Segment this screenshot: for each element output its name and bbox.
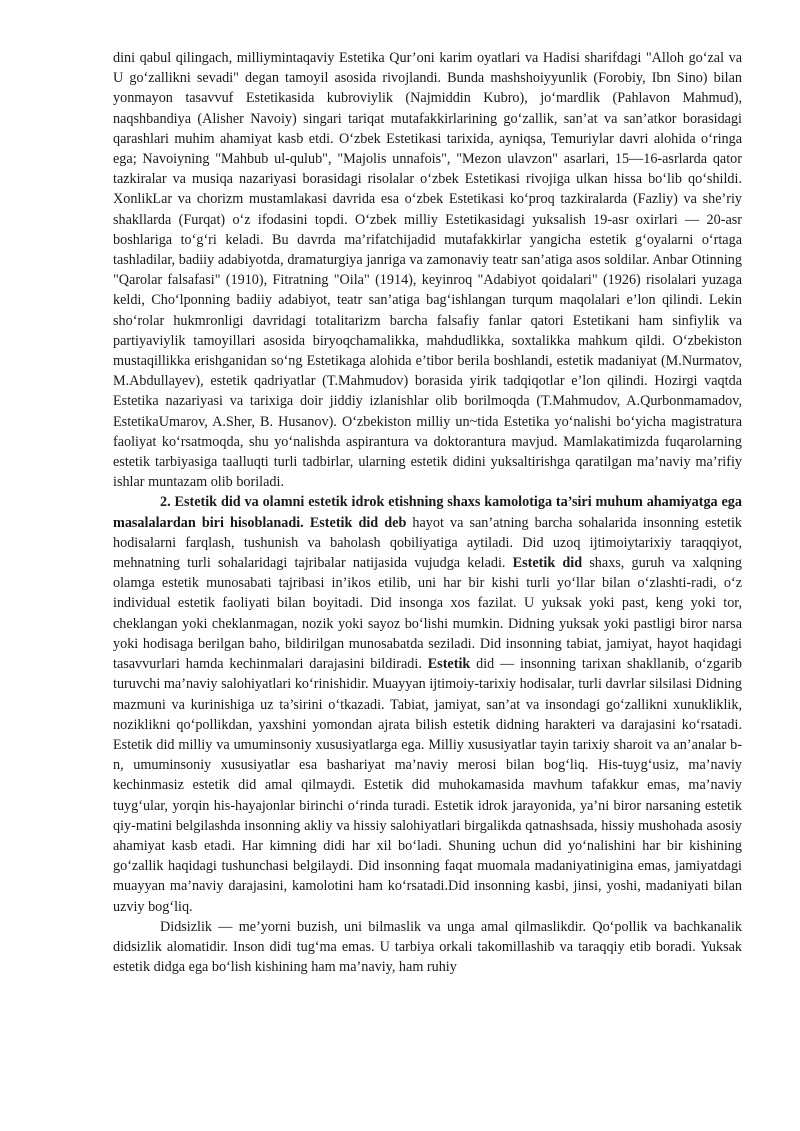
paragraph-aesthetic-taste bbox=[113, 492, 742, 916]
paragraph-text: did — insonning tarixan shakllanib, o‘zgarib turuvchi ma’naviy salohiyatlari ko‘rinishidir. Muayyan ijtimoiy-tarixiy hodisalar, turli davrlar silsilasi Didning mazmuni va kurinishiga uz ta’sirini o‘tkazadi. Tabiat, jamiyat, san’at va insondagi go‘zallikni xunukliklik, noziklikni qo‘pollikdan, yaxshini yomondan ajrata bilish estetik didning harakteri va darajasini ko‘rsatadi. Estetik did milliy va umuminsoniy xususiyatlarga ega. Milliy xususiyatlar tayin tarixiy sharoit va an’analar b-n, umuminsoniy xususiyatlar esa bashariyat ma’naviy merosi bilan bog‘liq. His-tuyg‘usiz, ma’naviy kechinmasiz estetik did amal qilmaydi. Estetik did muhokamasida mavhum tafakkur emas, ma’naviy tuyg‘ular, yorqin his-hayajonlar birinchi o‘rinda turadi. Estetik idrok jarayonida, ya’ni biror narsaning estetik qiy-matini belgilashda insonning akliy va hissiy salohiyatlari birgalikda qatnashsada, hissiy mushohada asosiy ahamiyat kasb etadi. Har kimning didi har xil bo‘ladi. Shuning uchun did yo‘nalishini har bir kishining go‘zallik haqidagi tushunchasi belgilaydi. Did insonning faqat muomala madaniyatinigina emas, jamiyatdagi muayyan ma’naviy darajasini, kamolotini ham ko‘rsatadi.Did insonning kasbi, jinsi, yoshi, madaniyati bilan uzviy bog‘liq. bbox=[113, 656, 743, 915]
term-estetik-did-deb: Estetik did deb bbox=[309, 514, 407, 531]
term-estetik-did: Estetik did bbox=[512, 555, 583, 572]
paragraph-history: dini qabul qilingach, milliymintaqaviy Estetika Qur’oni karim oyatlari va Hadisi sharifdagi "Alloh go‘zal va U go‘zallikni sevadi" degan tamoyil asosida rivojlandi. Bunda mashshoiyyunlik (Forobiy, Ibn Sino) bilan yonmayon tasavvuf Estetikasida kubroviylik (Najmiddin Kubro), jo‘mardlik (Pahlavon Mahmud), naqshbandiya (Alisher Navoiy) singari tariqat mutafakkirlarining go‘zallik, san’at va san’atkor borasidagi qarashlari muhim ahamiyat kasb etdi. O‘zbek Estetikasi tarixida, ayniqsa, Temuriylar davri alohida o‘ringa ega; Navoiyning "Mahbub ul-qulub", "Majolis unnafois", "Mezon ulavzon" asarlari, 15—16-asrlarda qator tazkiralar va musiqa nazariyasi borasidagi risolalar o‘zbek Estetikasi rivojiga ulkan hissa bo‘lib qo‘shildi. XonlikLar va chorizm mustamlakasi davrida esa o‘zbek Estetikasi ko‘proq tazkiralarda (Fazliy) va she’riy shakllarda (Furqat) o‘z ifodasini topdi. O‘zbek milliy Estetikasidagi yuksalish 19-asr oxirlari — 20-asr boshlariga to‘g‘ri keladi. Bu davrda ma’rifatchijadid mutafakkirlar yangicha estetik g‘oyalarni o‘rtaga tashladilar, badiiy adabiyotda, dramaturgiya janriga va zamonaviy teatr san’atiga asos soldilar. Anbar Otinning "Qarolar falsafasi" (1910), Fitratning "Oila" (1914), keyinroq "Adabiyot qoidalari" (1926) risolalari yuzaga keldi, Cho‘lponning badiiy adabiyot, teatr san’atiga bag‘ishlangan turqum maqolalari e’lon qilindi. Lekin sho‘rolar hukmronligi davridagi totalitarizm barcha falsafiy fanlar qatori Estetikani ham sinfiylik va partiyaviylik tamoyillari asosida biryoqchamalikka, mahdudlikka, soxtalikka mahkum qildi. O‘zbekiston mustaqillikka erishganidan so‘ng Estetikaga alohida e’tibor berila boshlandi, estetik madaniyat (M.Nurmatov, M.Abdullayev), estetik qadriyatlar (T.Mahmudov) borasida yirik tadqiqotlar e’lon qilindi. Hozirgi vaqtda Estetika nazariyasi va tarixiga doir jiddiy izlanishlar olib borilmoqda (T.Mahmudov, A.Qurbonmamadov, EstetikaUmarov, A.Sher, B. Husanov). O‘zbekiston milliy un~tida Estetika yo‘nalishi bo‘yicha magistratura faoliyat ko‘rsatmoqda, shu yo‘nalishda aspirantura va doktorantura mavjud. Mamlakatimizda fuqarolarning estetik tarbiyasiga taalluqti turli tadbirlar, ularning estetik didini yuksaltirishga qaratilgan ma’naviy ma’rifiy ishlar muntazam olib boriladi. bbox=[113, 50, 742, 491]
paragraph-text: shaxs, guruh va xalqning olamga estetik munosabati tajribasi in’ikos etilib, uni har bir kishi turli yo‘llar bilan o‘zlashti-radi, o‘z individual estetik faoliyati bilan boyitadi. Did insonga xos fazilat. U yuksak yoki past, keng yoki tor, cheklangan yoki cheklanmagan, nozik yoki sayoz bo‘lishi mumkin. Didning yuksak yoki pastligi biror narsa yoki hodisaga berilgan baho, bildirilgan munosabatda seziladi. Did insonning tabiat, jamiyat, hayot haqidagi tasavvurlari hamda kechinmalari darajasini bildiradi. bbox=[113, 555, 743, 673]
paragraph-text: hayot va san’atning barcha sohalarida insonning estetik hodisalarni farqlash, tushunish va baholash qobiliyatiga aytiladi. Did uzoq ijtimoiytarixiy taraqqiyot, mehnatning turli sohalaridagi tajribalar natijasida vujudga keladi. bbox=[113, 514, 742, 572]
term-estetik: Estetik bbox=[427, 656, 471, 673]
paragraph-tastelessness: Didsizlik — me’yorni buzish, uni bilmaslik va unga amal qilmaslikdir. Qo‘pollik va bachkanalik didsizlik alomatidir. Inson didi tug‘ma emas. U tarbiya orkali takomillashib va taraqqiy etib boradi. Yuksak estetik didga ega bo‘lish kishining ham ma’naviy, ham ruhiy bbox=[113, 918, 742, 976]
document-page bbox=[113, 48, 742, 977]
section-heading: 2. Estetik did va olamni estetik idrok etishning shaxs kamolotiga ta’siri muhum ahamiyatga ega masalalardan biri hisoblanadi. bbox=[113, 494, 742, 531]
